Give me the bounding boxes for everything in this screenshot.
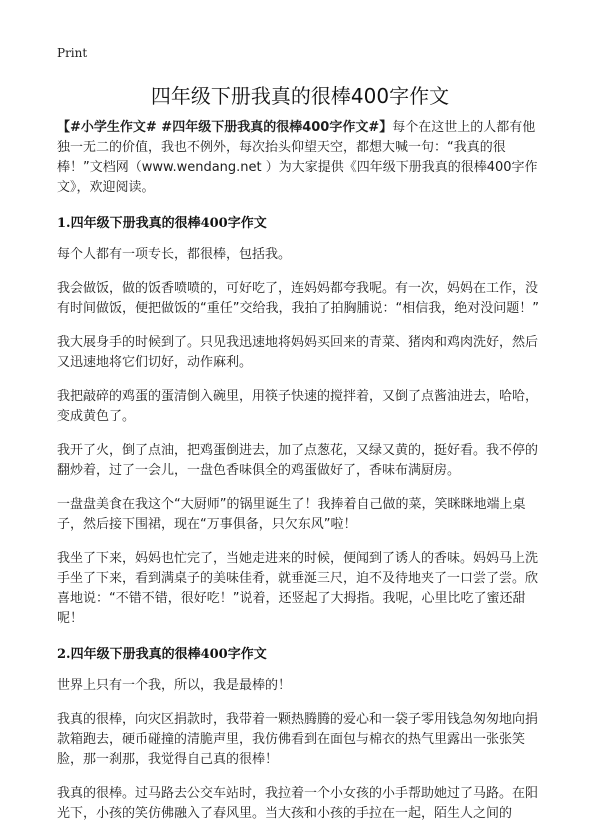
paragraph: 我真的很棒，向灾区捐款时，我带着一颗热腾腾的爱心和一袋子零用钱急匆匆地向捐款箱跑去，硬币碰撞的清脆声里，我仿佛看到在面包与棉衣的热气里露出一张张笑脸，那一刹那，我觉得自己真的很棒！ (57, 712, 539, 767)
paragraph: 我开了火，倒了点油，把鸡蛋倒进去，加了点葱花，又绿又黄的，挺好看。我不停的翻炒着，过了一会儿，一盘色香味俱全的鸡蛋做好了，香味布满厨房。 (57, 443, 539, 478)
paragraph: 我真的很棒。过马路去公交车站时，我拉着一个小女孩的小手帮助她过了马路。在阳光下，小孩的笑仿佛融入了春风里。当大孩和小孩的手拉在一起，陌生人之间的 (57, 786, 539, 821)
intro-text: 每个在这世上的人都有他独一无二的价值，我也不例外，每次抬头仰望天空，都想大喊一句：“我真的很棒！”文档网（www.wendang.net ）为大家提供《四年级下册我真的很棒400字作文》，欢迎阅读。 (57, 120, 538, 195)
document-body (57, 118, 547, 838)
section-heading: 2.四年级下册我真的很棒400字作文 (57, 647, 267, 662)
document-title: 四年级下册我真的很棒400字作文 (150, 84, 450, 108)
paragraph: 每个人都有一项专长，都很棒，包括我。 (57, 247, 292, 262)
paragraph: 我大展身手的时候到了。只见我迅速地将妈妈买回来的青菜、猪肉和鸡肉洗好，然后又迅速地将它们切好，动作麻利。 (57, 335, 539, 370)
paragraph: 我把敲碎的鸡蛋的蛋清倒入碗里，用筷子快速的搅拌着，又倒了点酱油进去，哈哈，变成黄色了。 (57, 389, 539, 424)
intro-paragraph (57, 118, 547, 198)
paragraph: 一盘盘美食在我这个“大厨师”的锅里诞生了！我捧着自己做的菜，笑眯眯地端上桌子，然后接下围裙，现在“万事俱备，只欠东风”啦！ (57, 497, 526, 532)
paragraph: 世界上只有一个我，所以，我是最棒的！ (57, 678, 292, 693)
paragraph: 我坐了下来，妈妈也忙完了，当她走进来的时候，便闻到了诱人的香味。妈妈马上洗手坐了下来，看到满桌子的美味佳肴，就垂涎三尺，迫不及待地夹了一口尝了尝。欣喜地说：“不错不错，很好吃！”说着，还竖起了大拇指。我呢，心里比吃了蜜还甜呢！ (57, 551, 539, 626)
print-label: Print (57, 46, 88, 60)
intro-tag: 【#小学生作文# #四年级下册我真的很棒400字作文#】 (57, 120, 393, 135)
paragraph: 我会做饭，做的饭香喷喷的，可好吃了，连妈妈都夸我呢。有一次，妈妈在工作，没有时间做饭，便把做饭的“重任”交给我，我拍了拍胸脯说：“相信我，绝对没问题！” (57, 281, 539, 316)
section-heading: 1.四年级下册我真的很棒400字作文 (57, 216, 267, 231)
